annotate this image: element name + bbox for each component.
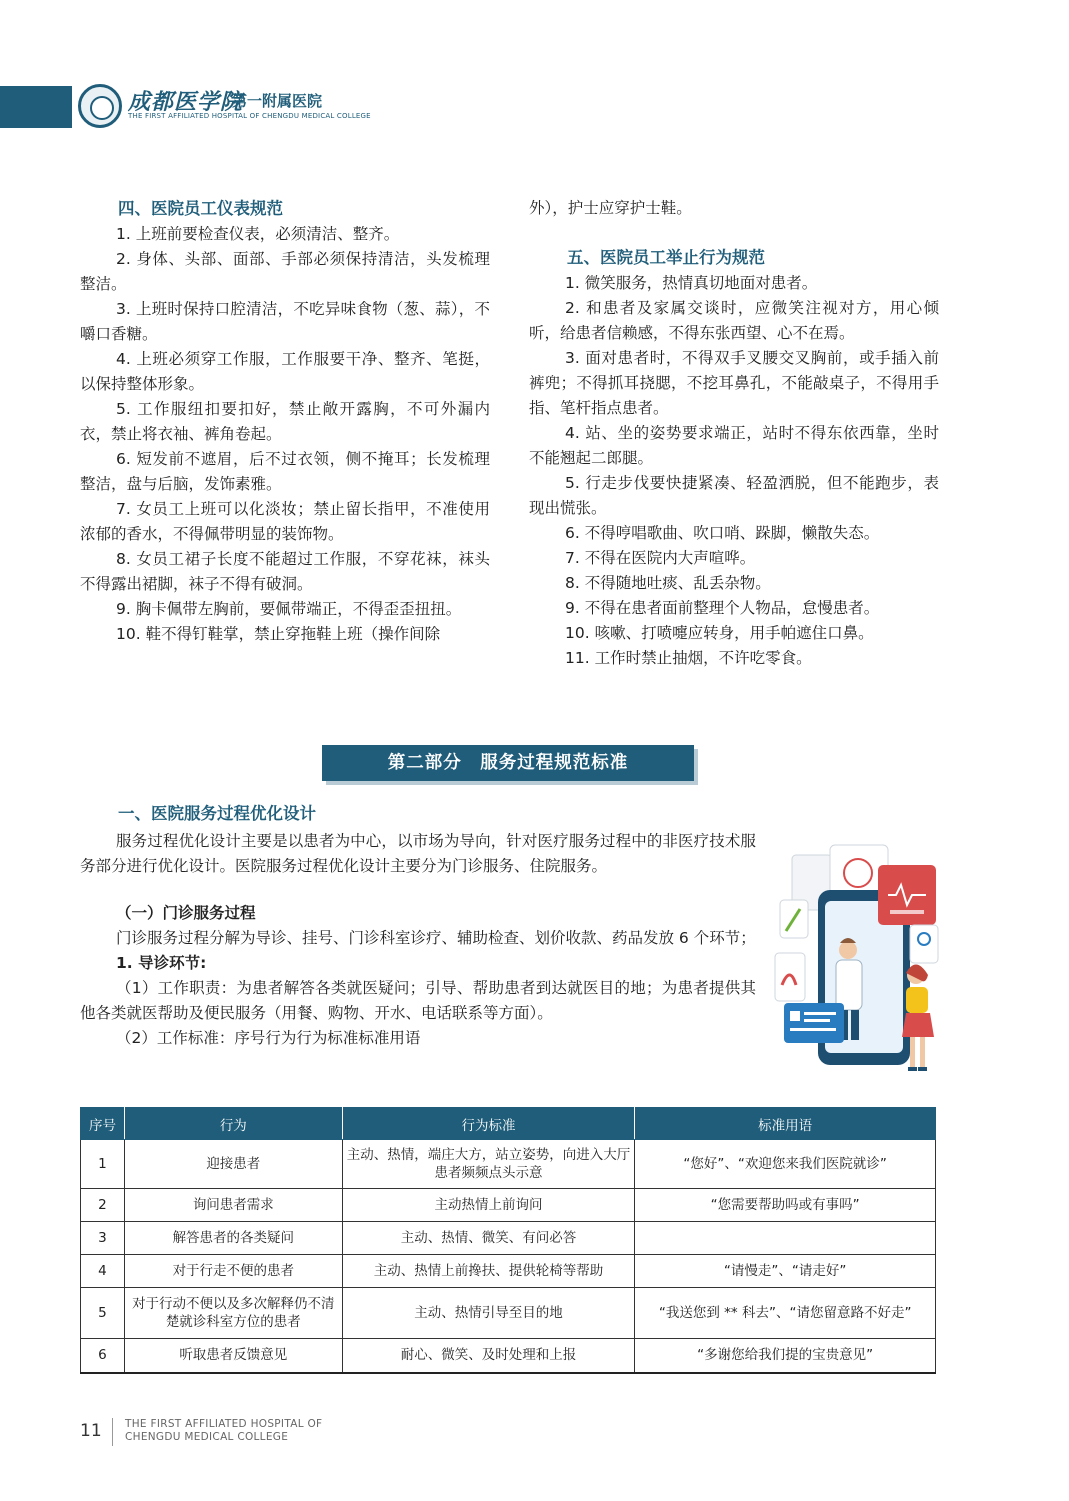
table-cell: 询问患者需求 (124, 1189, 342, 1222)
logo-hospital-name: 第一附属医院 (232, 92, 323, 110)
section4-column (80, 196, 490, 647)
table-cell: 听取患者反馈意见 (124, 1339, 342, 1373)
table-cell: 2 (81, 1189, 125, 1222)
outpatient-subtitle: （一）门诊服务过程 (116, 904, 256, 922)
section4-item: 5. 工作服纽扣要扣好，禁止敞开露胸，不可外漏内衣，禁止将衣袖、裤角卷起。 (80, 400, 490, 443)
guide-standard: （2）工作标准：序号行为行为标准标准用语 (116, 1029, 421, 1047)
table-row (81, 1288, 936, 1339)
table-row (81, 1222, 936, 1255)
section5-item: 11. 工作时禁止抽烟，不许吃零食。 (565, 649, 812, 667)
section5-column (529, 196, 939, 671)
section5-item: 10. 咳嗽、打喷嚏应转身，用手帕遮住口鼻。 (565, 624, 874, 642)
table-cell: 对于行动不便以及多次解释仍不清楚就诊科室方位的患者 (124, 1288, 342, 1339)
part2-section-title: 一、医院服务过程优化设计 (118, 804, 316, 823)
section5-item: 7. 不得在医院内大声喧哗。 (565, 549, 756, 567)
table-header-cell: 序号 (81, 1108, 125, 1140)
table-cell: 3 (81, 1222, 125, 1255)
table-cell: “我送您到 ** 科去”、“请您留意路不好走” (635, 1288, 936, 1339)
section4-item: 2. 身体、头部、面部、手部必须保持清洁，头发梳理整洁。 (80, 250, 490, 293)
footer-line-1: THE FIRST AFFILIATED HOSPITAL OF (125, 1418, 323, 1430)
table-cell: 6 (81, 1339, 125, 1373)
section4-item: 7. 女员工上班可以化淡妆；禁止留长指甲，不准使用浓郁的香水，不得佩带明显的装饰物。 (80, 500, 490, 543)
table-cell: 主动、热情、微笑、有问必答 (342, 1222, 635, 1255)
table-cell: 耐心、微笑、及时处理和上报 (342, 1339, 635, 1373)
header-accent-bar (0, 86, 72, 128)
table-cell: 对于行走不便的患者 (124, 1255, 342, 1288)
guide-duty: （1）工作职责：为患者解答各类就医疑问；引导、帮助患者到达就医目的地；为患者提供其他各类就医帮助及便民服务（用餐、购物、开水、电话联系等方面）。 (80, 979, 756, 1022)
table-header-cell: 标准用语 (635, 1108, 936, 1140)
section4-item: 3. 上班时保持口腔清洁，不吃异味食物（葱、蒜），不嚼口香糖。 (80, 300, 490, 343)
logo-english-name: THE FIRST AFFILIATED HOSPITAL OF CHENGDU MEDICAL COLLEGE (128, 112, 371, 120)
table-cell: 主动、热情引导至目的地 (342, 1288, 635, 1339)
table-cell: “您好”、“欢迎您来我们医院就诊” (635, 1140, 936, 1189)
logo-script-text: 成都医学院 (128, 89, 244, 115)
footer-divider (112, 1418, 113, 1446)
table-row (81, 1189, 936, 1222)
footer-line-2: CHENGDU MEDICAL COLLEGE (125, 1431, 289, 1443)
table-header-cell: 行为 (124, 1108, 342, 1140)
table-cell: 4 (81, 1255, 125, 1288)
table-cell: 主动热情上前询问 (342, 1189, 635, 1222)
section4-item: 9. 胸卡佩带左胸前，要佩带端正，不得歪歪扭扭。 (116, 600, 462, 618)
table-header-row (81, 1108, 936, 1140)
section5-item: 4. 站、坐的姿势要求端正，站时不得东依西靠，坐时不能翘起二郎腿。 (529, 424, 939, 467)
telemedicine-illustration (770, 835, 940, 1080)
section4-item: 1. 上班前要检查仪表，必须清洁、整齐。 (116, 225, 400, 243)
footer-english-name (125, 1418, 322, 1444)
section5-item: 3. 面对患者时，不得双手叉腰交叉胸前，或手插入前裤兜；不得抓耳挠腮，不挖耳鼻孔，不能敲桌子，不得用手指、笔杆指点患者。 (529, 349, 939, 417)
part2-banner: 第二部分 服务过程规范标准 (322, 745, 694, 781)
section5-item: 6. 不得哼唱歌曲、吹口哨、跺脚，懒散失态。 (565, 524, 880, 542)
table-cell: “请慢走”、“请走好” (635, 1255, 936, 1288)
guide-standard-table (80, 1107, 936, 1374)
table-cell: “多谢您给我们提的宝贵意见” (635, 1339, 936, 1373)
section5-title: 五、医院员工举止行为规范 (567, 248, 765, 267)
table-row (81, 1339, 936, 1373)
table-cell: 主动、热情上前搀扶、提供轮椅等帮助 (342, 1255, 635, 1288)
table-header-cell: 行为标准 (342, 1108, 635, 1140)
table-cell: 迎接患者 (124, 1140, 342, 1189)
hospital-emblem-logo (78, 84, 122, 128)
table-cell: 1 (81, 1140, 125, 1189)
section4-continuation: 外），护士应穿护士鞋。 (529, 199, 692, 217)
section5-item: 1. 微笑服务，热情真切地面对患者。 (565, 274, 818, 292)
part2-content (80, 801, 756, 1051)
table-cell: 主动、热情，端庄大方，站立姿势，向进入大厅患者频频点头示意 (342, 1140, 635, 1189)
table-row (81, 1140, 936, 1189)
section4-item: 6. 短发前不遮眉，后不过衣领，侧不掩耳；长发梳理整洁，盘与后脑，发饰素雅。 (80, 450, 490, 493)
table-row (81, 1255, 936, 1288)
section5-item: 5. 行走步伐要快捷紧凑、轻盈洒脱，但不能跑步，表现出慌张。 (529, 474, 939, 517)
outpatient-intro: 门诊服务过程分解为导诊、挂号、门诊科室诊疗、辅助检查、划价收款、药品发放 6 个环节； (116, 929, 756, 947)
table-cell: “您需要帮助吗或有事吗” (635, 1189, 936, 1222)
section4-item: 8. 女员工裙子长度不能超过工作服，不穿花袜，袜头不得露出裙脚，袜子不得有破洞。 (80, 550, 490, 593)
section4-title: 四、医院员工仪表规范 (118, 199, 283, 218)
section4-item: 4. 上班必须穿工作服，工作服要干净、整齐、笔挺，以保持整体形象。 (80, 350, 490, 393)
table-cell: 5 (81, 1288, 125, 1339)
table-cell: 解答患者的各类疑问 (124, 1222, 342, 1255)
page-number: 11 (80, 1421, 102, 1441)
section5-item: 9. 不得在患者面前整理个人物品，怠慢患者。 (565, 599, 880, 617)
table-cell (635, 1222, 936, 1255)
part2-intro: 服务过程优化设计主要是以患者为中心，以市场为导向，针对医疗服务过程中的非医疗技术服务部分进行优化设计。医院服务过程优化设计主要分为门诊服务、住院服务。 (80, 832, 756, 875)
section4-item: 10. 鞋不得钉鞋掌，禁止穿拖鞋上班（操作间除 (116, 625, 441, 643)
section5-item: 8. 不得随地吐痰、乱丢杂物。 (565, 574, 771, 592)
section5-item: 2. 和患者及家属交谈时，应微笑注视对方，用心倾听，给患者信赖感，不得东张西望、心不在焉。 (529, 299, 939, 342)
guide-step-title: 1. 导诊环节: (116, 954, 207, 972)
